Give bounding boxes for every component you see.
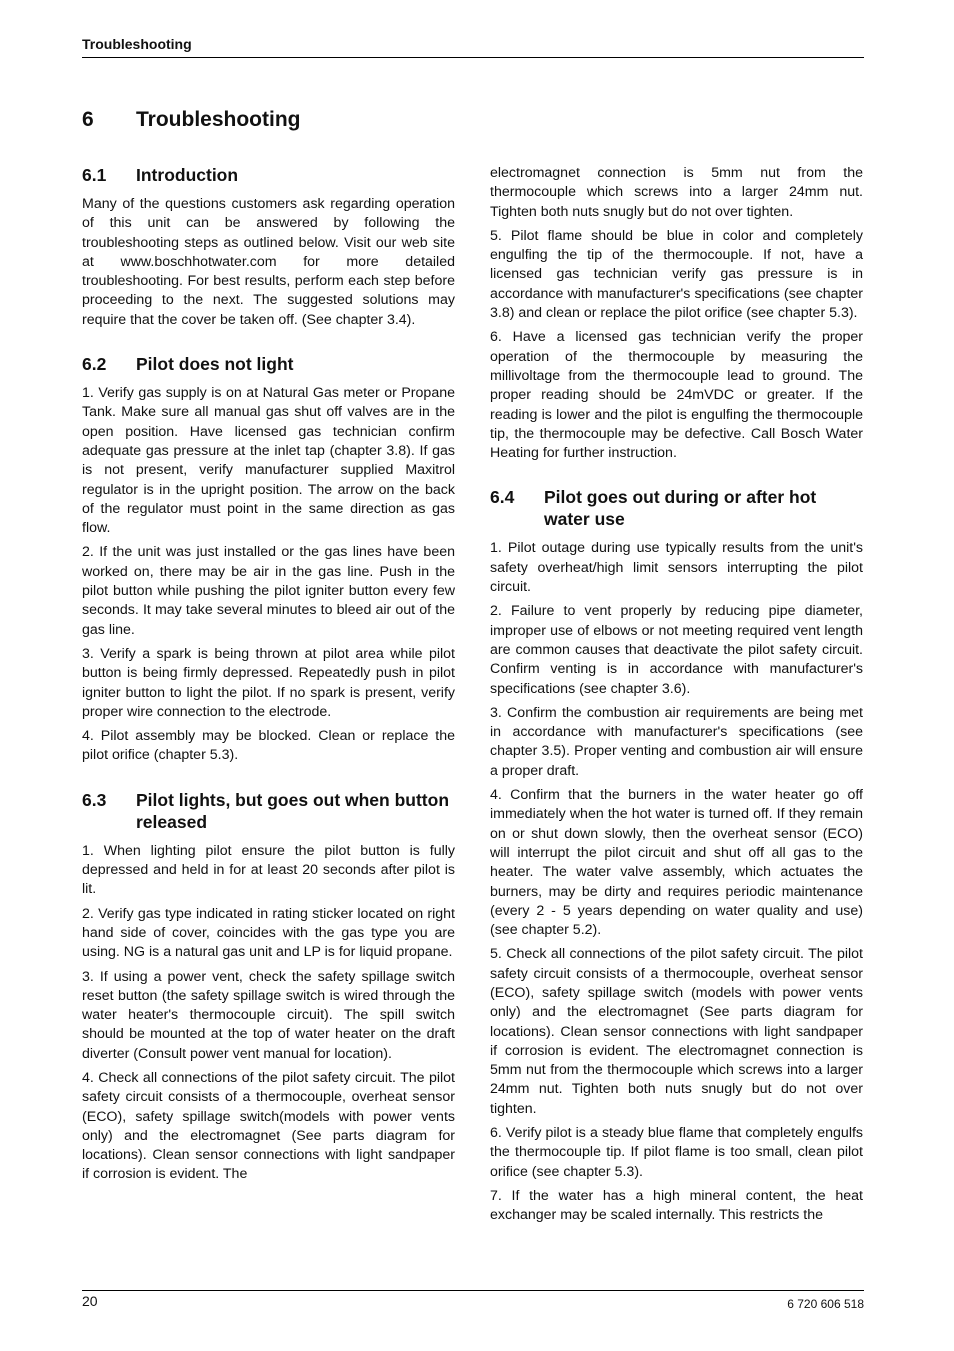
document-number: 6 720 606 518 bbox=[787, 1297, 864, 1311]
section-6-4 bbox=[490, 486, 863, 1225]
chapter-number: 6 bbox=[82, 108, 94, 131]
paragraph: 1. Pilot outage during use typically results from the unit's safety overheat/high limit sensors interrupting the pilot circuit. bbox=[490, 540, 863, 596]
paragraph: 5. Pilot flame should be blue in color and completely engulfing the tip of the thermocouple. If not, have a licensed gas technician verify gas pressure is in accordance with manufacturer's specifications (see chapter 3.8) and clean or replace the pilot orifice (see chapter 5.3). bbox=[490, 227, 863, 322]
section-6-3 bbox=[82, 789, 455, 1185]
running-header: Troubleshooting bbox=[82, 36, 864, 58]
paragraph: 4. Pilot assembly may be blocked. Clean or replace the pilot orifice (chapter 5.3). bbox=[82, 728, 455, 764]
section-6-1 bbox=[82, 164, 455, 330]
paragraph: 4. Check all connections of the pilot safety circuit. The pilot safety circuit consists of a thermocouple, overheat sensor (ECO), safety spillage switch(models with power vents only) and the electromagnet (See parts diagram for locations). Clean sensor connections with light sandpaper if corrosion is evident. The bbox=[82, 1069, 455, 1183]
left-column bbox=[82, 164, 455, 1208]
section-6-2 bbox=[82, 353, 455, 766]
paragraph: 7. If the water has a high mineral content, the heat exchanger may be scaled internally. This restricts the bbox=[490, 1187, 863, 1224]
paragraph: Many of the questions customers ask regarding operation of this unit can be answered by following the troubleshooting steps as outlined below. Visit our web site at www.boschhotwater.com for more detailed troubleshooting. For best results, perform each step before proceeding to the next. The suggested solutions may require that the cover be taken off. (See chapter 3.4). bbox=[82, 196, 455, 328]
section-heading bbox=[490, 486, 863, 530]
page-number: 20 bbox=[82, 1293, 98, 1309]
paragraph: 3. If using a power vent, check the safety spillage switch reset button (the safety spillage switch is wired through the water heater's thermocouple circuit). The spill switch should be mounted at the top of water heater on the draft diverter (Consult power vent manual for location). bbox=[82, 968, 455, 1062]
paragraph: 1. Verify gas supply is on at Natural Gas meter or Propane Tank. Make sure all manual gas shut off valves are in the open position. Have licensed gas technician confirm adequate gas pressure at the inlet tap (chapter 3.8). If gas is not present, verify manufacturer supplied Maxitrol regulator is in the upright position. The arrow on the back of the regulator must point in the same direction as gas flow. bbox=[82, 385, 455, 537]
paragraph: 3. Confirm the combustion air requirements are being met in accordance with manufacturer's specifications (see chapter 3.5). Proper venting and combustion air will ensure a proper draft. bbox=[490, 704, 863, 779]
paragraph: 6. Have a licensed gas technician verify the proper operation of the thermocouple by measuring the millivoltage from the thermocouple lead to ground. The proper reading should be 24mVDC or greater. If the reading is lower and the pilot is engulfing the thermocouple tip, the thermocouple may be defective. Call Bosch Water Heating for further instruction. bbox=[490, 329, 863, 462]
section-number: 6.1 bbox=[82, 165, 107, 185]
paragraph: 5. Check all connections of the pilot safety circuit. The pilot safety circuit consists of a thermocouple, overheat sensor (ECO), safety spillage switch (models with power vents only) and the electromagnet (See parts diagram for locations). Clean sensor connections with light sandpaper if corrosion is evident. The electromagnet connection is 5mm nut from the thermocouple which screws into a larger 24mm nut. Tighten both nuts snugly but do not over tighten. bbox=[490, 946, 863, 1117]
paragraph: 4. Confirm that the burners in the water heater go off immediately when the hot water is turned off. If they remain on or shut down slowly, then the overheat sensor (ECO) will interrupt the pilot circuit and shut off all gas to the heater. The water valve assembly, which actuates the burners, may be dirty and requires periodic maintenance (every 2 - 5 years depending on water quality and use) (see chapter 5.2). bbox=[490, 787, 863, 939]
chapter-title-text: Troubleshooting bbox=[136, 108, 301, 131]
section-number: 6.4 bbox=[490, 487, 515, 508]
paragraph: 2. Failure to vent properly by reducing pipe diameter, improper use of elbows or not meeting required vent length are common causes that deactivate the pilot safety circuit. Confirm venting is in accordance with manufacturer's specifications (see chapter 3.6). bbox=[490, 603, 863, 697]
section-heading bbox=[82, 789, 455, 833]
right-column bbox=[490, 164, 863, 1249]
section-title: Introduction bbox=[136, 165, 239, 185]
paragraph: 2. Verify gas type indicated in rating sticker located on right hand side of cover, coincides with the gas type you are using. NG is a natural gas unit and LP is for liquid propane. bbox=[82, 905, 455, 961]
section-number: 6.3 bbox=[82, 789, 107, 810]
chapter-title bbox=[82, 108, 300, 132]
paragraph: 1. When lighting pilot ensure the pilot button is fully depressed and held in for at least 20 seconds after pilot is lit. bbox=[82, 842, 455, 898]
section-title: Pilot goes out during or after hot water use bbox=[544, 487, 817, 530]
paragraph: 3. Verify a spark is being thrown at pilot area while pilot button is being firmly depressed. Repeatedly push in pilot igniter button to light the pilot. If no spark is present, verify proper wire connection to the electrode. bbox=[82, 645, 455, 720]
paragraph: 6. Verify pilot is a steady blue flame that completely engulfs the thermocouple tip. If pilot flame is too small, clean pilot orifice (see chapter 5.3). bbox=[490, 1125, 863, 1180]
paragraph: electromagnet connection is 5mm nut from the thermocouple which screws into a larger 24mm nut. Tighten both nuts snugly but do not over tighten. bbox=[490, 165, 863, 220]
section-heading bbox=[82, 164, 455, 186]
section-number: 6.2 bbox=[82, 354, 107, 375]
section-title: Pilot lights, but goes out when button released bbox=[136, 789, 450, 832]
page-footer bbox=[82, 1290, 864, 1311]
section-heading bbox=[82, 353, 455, 375]
section-6-3-continued bbox=[490, 164, 863, 463]
section-title: Pilot does not light bbox=[136, 354, 294, 375]
paragraph: 2. If the unit was just installed or the gas lines have been worked on, there may be air in the gas line. Push in the pilot button while pushing the pilot igniter button every few seconds. It may take several minutes to bleed air out of the gas line. bbox=[82, 544, 455, 638]
